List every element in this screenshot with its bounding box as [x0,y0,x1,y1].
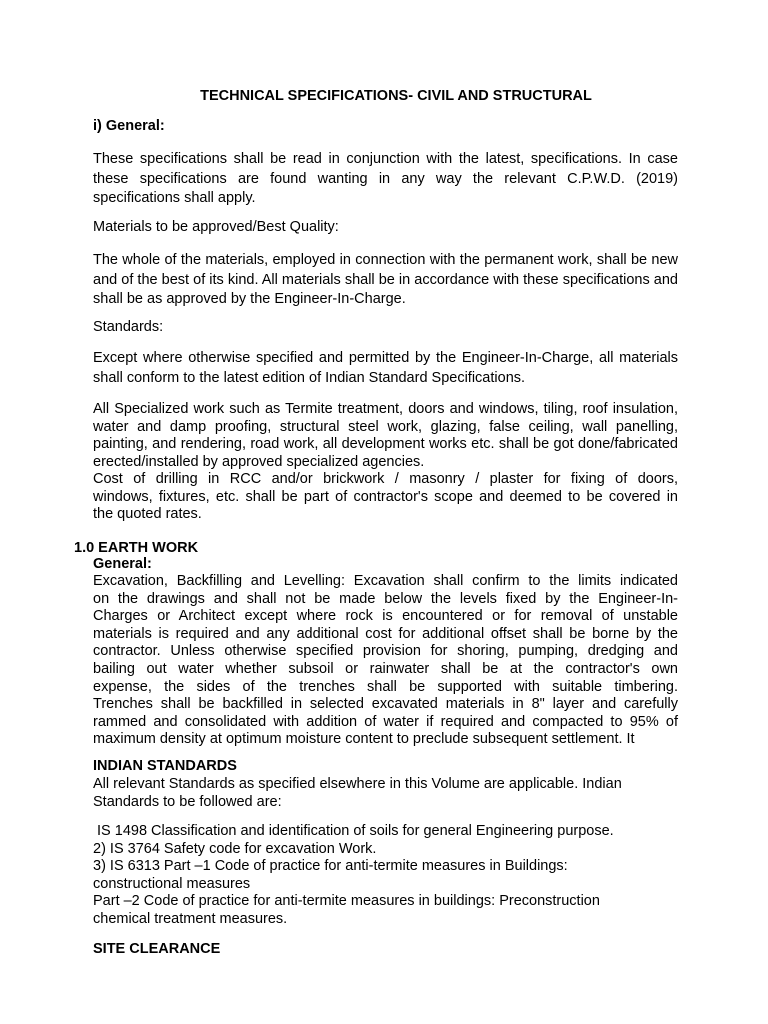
drilling-line: windows, fixtures, etc. shall be part of contractor's scope and deemed to be covered in [93,488,678,505]
earthwork-heading: 1.0 EARTH WORK [74,540,199,556]
earthwork-line: bailing out water whether subsoil or rainwater shall be at the contractor's own [93,660,678,677]
list-item: 3) IS 6313 Part –1 Code of practice for anti-termite measures in Buildings: [93,858,568,875]
materials-paragraph: The whole of the materials, employed in connection with the permanent work, shall be new and of the best of its kind. All materials shall be in accordance with these specifications and shall be as approved by the Engineer-In-Charge. [93,252,678,307]
list-item: IS 1498 Classification and identification of soils for general Engineering purpose. [93,823,614,839]
specialized-work-paragraph: All Specialized work such as Termite treatment, doors and windows, tiling, roof insulation, water and damp proofing, structural steel work, glazing, false ceiling, wall panelling, painting, and rendering, road work, all development works etc. shall be got done/fabricated erected/installed by approved specialized agencies. [93,401,678,470]
list-item: constructional measures [93,875,251,892]
earthwork-line: maximum density at optimum moisture content to preclude subsequent settlement. It [93,731,635,748]
drilling-line: Cost of drilling in RCC and/or brickwork / masonry / plaster for fixing of doors, [93,471,678,487]
earthwork-subheading: General: [93,556,152,572]
earthwork-line: Excavation, Backfilling and Levelling: Excavation shall confirm to the limits indicated [93,573,678,589]
earthwork-line: materials is required and any additional cost for additional offset shall be borne by the [93,625,678,642]
list-item: chemical treatment measures. [93,910,288,927]
standards-paragraph: Except where otherwise specified and permitted by the Engineer-In-Charge, all materials shall conform to the latest edition of Indian Standard Specifications. [93,350,678,386]
earthwork-line: on the drawings and shall not be made below the levels fixed by the Engineer-In- [93,590,678,607]
earthwork-line: Trenches shall be backfilled in selected excavated materials in 8" layer and carefully [93,696,678,713]
earthwork-line: Charges or Architect except where rock is encountered or for removal of unstable [93,608,678,625]
general-paragraph: These specifications shall be read in conjunction with the latest, specifications. In case these specifications are found wanting in any way the relevant C.P.W.D. (2019) specifications shall apply. [93,151,678,206]
indian-standards-intro [93,776,693,811]
intro-line: Standards to be followed are: [93,793,282,810]
earthwork-line: contractor. Unless otherwise specified provision for shoring, pumping, dredging and [93,643,678,660]
drilling-line: the quoted rates. [93,506,202,523]
intro-line: All relevant Standards as specified elsewhere in this Volume are applicable. Indian [93,776,622,792]
earthwork-line: rammed and consolidated with addition of water if required and compacted to 95% of [93,713,678,730]
general-heading: i) General: [93,118,165,134]
earthwork-line: expense, the sides of the trenches shall be supported with suitable timbering. [93,678,678,695]
materials-heading: Materials to be approved/Best Quality: [93,219,339,235]
list-item: 2) IS 3764 Safety code for excavation Work. [93,840,377,857]
earthwork-paragraph [93,573,678,749]
indian-standards-heading: INDIAN STANDARDS [93,758,237,774]
indian-standards-list [93,823,693,929]
drilling-paragraph [93,471,678,524]
standards-heading: Standards: [93,319,164,335]
site-clearance-heading: SITE CLEARANCE [93,941,221,957]
page-title: TECHNICAL SPECIFICATIONS- CIVIL AND STRUCTURAL [200,88,592,104]
list-item: Part –2 Code of practice for anti-termite measures in buildings: Preconstruction [93,893,600,910]
